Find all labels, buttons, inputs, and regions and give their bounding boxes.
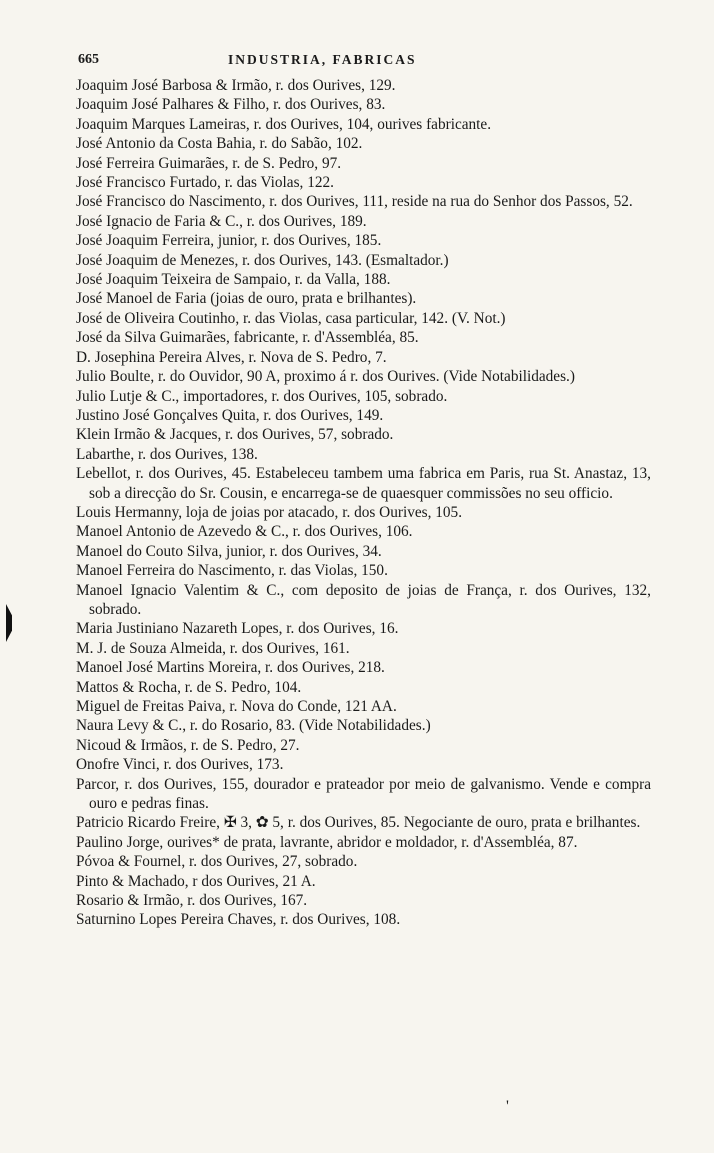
directory-entry: José da Silva Guimarães, fabricante, r. d'Assembléa, 85. bbox=[76, 329, 419, 347]
directory-entry: José Ferreira Guimarães, r. de S. Pedro, 97. bbox=[76, 154, 342, 172]
directory-entry: M. J. de Souza Almeida, r. dos Ourives, 161. bbox=[76, 639, 350, 657]
directory-entry: Joaquim José Barbosa & Irmão, r. dos Ourives, 129. bbox=[76, 77, 396, 94]
directory-entry: José Manoel de Faria (joias de ouro, prata e brilhantes). bbox=[76, 290, 417, 308]
directory-entry: José Joaquim Ferreira, junior, r. dos Ourives, 185. bbox=[76, 232, 382, 250]
directory-entry: José Francisco do Nascimento, r. dos Ourives, 111, reside na rua do Senhor dos Passos, 52. bbox=[76, 193, 633, 211]
directory-entry: Klein Irmão & Jacques, r. dos Ourives, 57, sobrado. bbox=[76, 426, 394, 444]
directory-entry: José Antonio da Costa Bahia, r. do Sabão, 102. bbox=[76, 135, 363, 153]
directory-entry: Labarthe, r. dos Ourives, 138. bbox=[76, 445, 258, 463]
page-header bbox=[78, 52, 654, 74]
directory-entry: Louis Hermanny, loja de joias por atacado, r. dos Ourives, 105. bbox=[76, 503, 463, 521]
directory-entry: José de Oliveira Coutinho, r. das Violas, casa particular, 142. (V. Not.) bbox=[76, 309, 506, 327]
directory-entry: Manoel Antonio de Azevedo & C., r. dos Ourives, 106. bbox=[76, 523, 413, 541]
directory-entry: Manoel do Couto Silva, junior, r. dos Ourives, 34. bbox=[76, 542, 382, 560]
directory-entry: Julio Boulte, r. do Ouvidor, 90 A, proximo á r. dos Ourives. (Vide Notabilidades.) bbox=[76, 368, 575, 386]
footer-mark: ' bbox=[506, 1098, 509, 1115]
directory-entry: Patricio Ricardo Freire, ✠ 3, ✿ 5, r. dos Ourives, 85. Negociante de ouro, prata e brilhantes. bbox=[76, 814, 641, 832]
directory-entry: Mattos & Rocha, r. de S. Pedro, 104. bbox=[76, 678, 302, 696]
margin-mark bbox=[6, 604, 12, 642]
directory-entry: Pinto & Machado, r dos Ourives, 21 A. bbox=[76, 872, 316, 890]
directory-entry: José Joaquim Teixeira de Sampaio, r. da Valla, 188. bbox=[76, 271, 391, 289]
directory-entry: Maria Justiniano Nazareth Lopes, r. dos Ourives, 16. bbox=[76, 620, 399, 638]
directory-entry: D. Josephina Pereira Alves, r. Nova de S. Pedro, 7. bbox=[76, 348, 387, 366]
directory-entries bbox=[76, 76, 651, 930]
directory-entry: Lebellot, r. dos Ourives, 45. Estabeleceu tambem uma fabrica em Paris, rua St. Anastaz, 13, sob a direcção do Sr. Cousin, e encarrega-se de quaesquer commissões no seu officio. bbox=[76, 465, 651, 502]
directory-entry: Nicoud & Irmãos, r. de S. Pedro, 27. bbox=[76, 736, 300, 754]
page-number: 665 bbox=[78, 52, 99, 67]
running-title: INDUSTRIA, FABRICAS bbox=[228, 52, 417, 67]
directory-entry: Miguel de Freitas Paiva, r. Nova do Conde, 121 AA. bbox=[76, 698, 397, 715]
directory-entry: José Ignacio de Faria & C., r. dos Ourives, 189. bbox=[76, 212, 367, 230]
directory-entry: Naura Levy & C., r. do Rosario, 83. (Vide Notabilidades.) bbox=[76, 717, 431, 735]
directory-entry: Parcor, r. dos Ourives, 155, dourador e prateador por meio de galvanismo. Vende e compra ouro e pedras finas. bbox=[76, 775, 651, 813]
directory-entry: Manoel Ferreira do Nascimento, r. das Violas, 150. bbox=[76, 562, 388, 580]
directory-entry: Saturnino Lopes Pereira Chaves, r. dos Ourives, 108. bbox=[76, 911, 401, 929]
directory-entry: Justino José Gonçalves Quita, r. dos Ourives, 149. bbox=[76, 406, 384, 424]
directory-entry: Manoel Ignacio Valentim & C., com deposito de joias de França, r. dos Ourives, 132, sobrado. bbox=[76, 581, 651, 618]
directory-entry: Rosario & Irmão, r. dos Ourives, 167. bbox=[76, 892, 308, 910]
directory-entry: Julio Lutje & C., importadores, r. dos Ourives, 105, sobrado. bbox=[76, 387, 448, 405]
directory-entry: Joaquim José Palhares & Filho, r. dos Ourives, 83. bbox=[76, 96, 386, 114]
directory-entry: José Joaquim de Menezes, r. dos Ourives, 143. (Esmaltador.) bbox=[76, 251, 449, 269]
directory-entry: Paulino Jorge, ourives* de prata, lavrante, abridor e moldador, r. d'Assembléa, 87. bbox=[76, 833, 578, 851]
directory-entry: Joaquim Marques Lameiras, r. dos Ourives, 104, ourives fabricante. bbox=[76, 115, 492, 133]
directory-entry: Onofre Vinci, r. dos Ourives, 173. bbox=[76, 756, 284, 774]
directory-entry: Póvoa & Fournel, r. dos Ourives, 27, sobrado. bbox=[76, 853, 358, 871]
directory-entry: Manoel José Martins Moreira, r. dos Ourives, 218. bbox=[76, 659, 385, 677]
directory-entry: José Francisco Furtado, r. das Violas, 122. bbox=[76, 174, 334, 192]
